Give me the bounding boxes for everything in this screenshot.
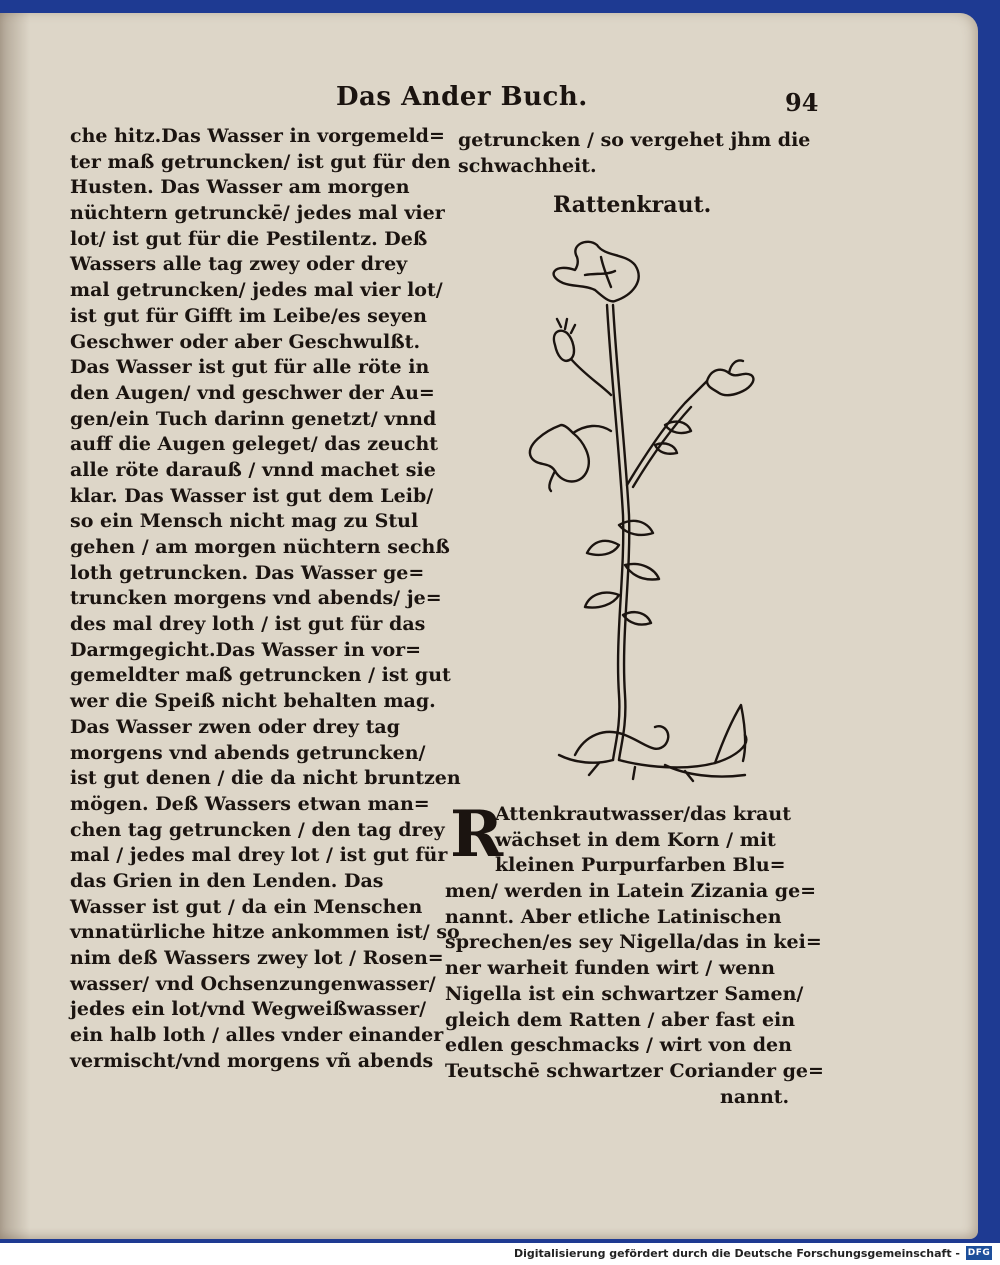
text-line: Wasser ist gut / da ein Menschen [70, 895, 423, 918]
text-line: chen tag getruncken / den tag drey [70, 818, 445, 841]
text-line: lot/ ist gut für die Pestilentz. Deß [70, 227, 428, 250]
text-line: mal / jedes mal drey lot / ist gut für [70, 844, 448, 867]
text-line: des mal drey loth / ist gut für das [70, 613, 426, 636]
text-line: edlen geschmacks / wirt von den [445, 1034, 792, 1057]
text-line: nannt. [720, 1085, 790, 1108]
funding-credit: Digitalisierung gefördert durch die Deutsche Forschungsgemeinschaft - [513, 1247, 960, 1260]
text-line: getruncken / so vergehet jhm die [458, 129, 811, 151]
text-line: Wassers alle tag zwey oder drey [70, 253, 408, 276]
left-text-column [70, 124, 461, 1074]
text-line: alle röte darauß / vnnd machet sie [70, 458, 436, 481]
text-line: ist gut denen / die da nicht bruntzen [70, 767, 461, 790]
text-line: vnnatürliche hitze ankommen ist/ so [70, 921, 460, 944]
text-line: nannt. Aber etliche Latinischen [445, 905, 782, 928]
text-line: truncken morgens vnd abends/ je= [70, 587, 442, 610]
right-text-column-bottom [445, 797, 824, 1110]
text-line: nim deß Wassers zwey lot / Rosen= [70, 947, 444, 969]
text-line: auff die Augen geleget/ das zeucht [70, 433, 439, 456]
text-line: ist gut für Gifft im Leibe/es seyen [70, 304, 427, 327]
text-line: nüchtern getrunckē/ jedes mal vier [70, 202, 445, 225]
text-line: Geschwer oder aber Geschwulßt. [70, 330, 421, 353]
text-line: gleich dem Ratten / aber fast ein [445, 1008, 796, 1031]
text-line: mal getruncken/ jedes mal vier lot/ [70, 279, 443, 302]
text-line: das Grien in den Lenden. Das [70, 869, 384, 892]
text-line: Nigella ist ein schwartzer Samen/ [445, 982, 804, 1005]
text-line: ein halb loth / alles vnder einander [70, 1024, 444, 1047]
footer-bar [0, 1243, 1000, 1265]
text-line: wer die Speiß nicht behalten mag. [70, 690, 436, 713]
text-line: wasser/ vnd Ochsenzungenwasser/ [70, 972, 436, 995]
page-number: 94 [785, 88, 819, 117]
text-line: che hitz.Das Wasser in vorgemeld= [70, 125, 445, 147]
text-line: men/ werden in Latein Zizania ge= [445, 880, 817, 903]
text-line: klar. Das Wasser ist gut dem Leib/ [70, 484, 434, 507]
text-line: Das Wasser zwen oder drey tag [70, 715, 400, 738]
woodcut-plant-illustration [515, 235, 770, 795]
text-line: morgens vnd abends getruncken/ [70, 741, 426, 764]
page-gutter-shadow [0, 13, 30, 1239]
plant-title: Rattenkraut. [553, 192, 712, 218]
text-line: Husten. Das Wasser am morgen [70, 176, 410, 199]
text-line: jedes ein lot/vnd Wegweißwasser/ [70, 998, 427, 1021]
text-line: gen/ein Tuch darinn genetzt/ vnnd [70, 407, 437, 430]
text-line: sprechen/es sey Nigella/das in kei= [445, 931, 822, 954]
text-line: kleinen Purpurfarben Blu= [495, 854, 786, 877]
dfg-logo: DFG [967, 1248, 991, 1258]
text-line: wächset in dem Korn / mit [495, 828, 776, 851]
text-line: ter maß getruncken/ ist gut für den [70, 150, 451, 173]
text-line: loth getruncken. Das Wasser ge= [70, 561, 425, 584]
text-line: Teutschē schwartzer Coriander ge= [445, 1059, 824, 1082]
running-head: Das Ander Buch. [336, 82, 588, 112]
text-line: den Augen/ vnd geschwer der Au= [70, 381, 435, 404]
text-line: gehen / am morgen nüchtern sechß [70, 536, 450, 558]
text-line: ner warheit funden wirt / wenn [445, 957, 775, 980]
text-line: so ein Mensch nicht mag zu Stul [70, 510, 419, 533]
text-line: Darmgegicht.Das Wasser in vor= [70, 638, 422, 661]
text-line: Das Wasser ist gut für alle röte in [70, 356, 430, 379]
text-line: gemeldter maß getruncken / ist gut [70, 664, 451, 687]
text-line: vermischt/vnd morgens vñ abends [70, 1049, 434, 1072]
text-line: mögen. Deß Wassers etwan man= [70, 792, 430, 815]
text-line: Attenkrautwasser/das kraut [495, 803, 792, 825]
drop-cap: R [450, 797, 504, 872]
right-text-column-top [458, 128, 823, 179]
text-line: schwachheit. [458, 154, 597, 177]
